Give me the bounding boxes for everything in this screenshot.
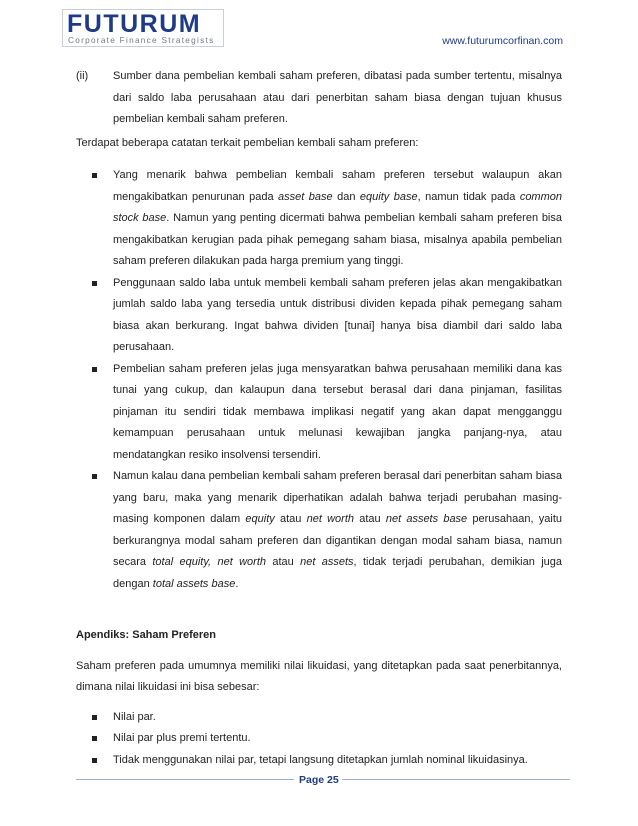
note-4-text: atau	[266, 556, 301, 568]
term-net-worth: net worth	[306, 513, 354, 525]
futurum-logo	[62, 9, 224, 47]
term-common-stock-base: common stock base	[113, 190, 562, 224]
note-4-text: atau	[354, 513, 386, 525]
bullet-square-icon	[92, 715, 97, 720]
term-asset-base: asset base	[278, 190, 333, 203]
list-item	[76, 707, 562, 729]
term-net-assets-base: net assets base	[385, 513, 468, 525]
page-body	[76, 66, 562, 771]
note-item-1	[76, 165, 562, 273]
list-item-text: Nilai par.	[113, 710, 156, 723]
appendix-paragraph: Saham preferen pada umumnya memiliki nilai likuidasi, yang ditetapkan pada saat penerbitannya, dimana nilai likuidasi ini bisa sebesar:	[76, 659, 562, 693]
note-item-3	[76, 359, 562, 467]
note-4-text: perusahaan, yaitu berkurangnya modal saham preferen dan digantikan dengan modal saham biasa, namun secara	[113, 513, 562, 568]
item-ii-text: Sumber dana pembelian kembali saham preferen, dibatasi pada sumber tertentu, misalnya dari saldo laba perusahaan atau dari penerbitan saham biasa dengan tujuan khusus pembelian kembali saham preferen.	[113, 70, 562, 125]
bullet-square-icon	[92, 367, 97, 372]
term-total-assets-base: total assets base	[152, 577, 236, 590]
note-3-text: Pembelian saham preferen jelas juga mensyaratkan bahwa perusahaan memiliki dana kas tunai yang cukup, dan kalaupun dana tersebut berasal dari dana pinjaman, fasilitas pinjaman itu sendiri tidak membawa implikasi negatif yang akan dapat mengganggu kemampuan perusahaan untuk melunasi kewajiban jangka panjang-nya, atau mendatangkan resiko insolvensi tersendiri.	[113, 362, 562, 461]
list-item-text: Tidak menggunakan nilai par, tetapi langsung ditetapkan jumlah nominal likuidasinya.	[113, 753, 528, 766]
note-4-text: , tidak terjadi perubahan, demikian juga dengan	[113, 556, 563, 590]
notes-intro: Terdapat beberapa catatan terkait pembelian kembali saham preferen:	[76, 136, 419, 149]
list-item	[76, 750, 562, 772]
item-ii-number: (ii)	[76, 70, 89, 82]
note-item-2	[76, 273, 562, 359]
footer-rule-left	[76, 779, 294, 780]
note-4-text: Namun kalau dana pembelian kembali saham preferen berasal dari penerbitan saham biasa yang baru, maka yang menarik diperhatikan adalah bahwa terjadi perubahan masing-masing komponen dalam	[113, 470, 562, 525]
term-net-assets: net assets	[300, 556, 354, 568]
term-total-equity-net-worth: total equity, net worth	[152, 556, 266, 568]
note-1-text: Yang menarik bahwa pembelian kembali saham preferen tersebut walaupun akan mengakibatkan penurunan pada	[113, 169, 562, 203]
term-equity: equity	[245, 513, 275, 525]
note-1-text: . Namun yang penting dicermati bahwa pembelian kembali saham preferen bisa mengakibatkan kerugian pada pihak pemegang saham biasa, misalnya apabila pembelian saham preferen dilakukan pada harga premium yang tinggi.	[113, 212, 562, 267]
appendix-title: Apendiks: Saham Preferen	[76, 629, 216, 641]
term-equity-base: equity base	[359, 190, 418, 203]
liquidation-value-list	[76, 707, 562, 772]
list-item-text: Nilai par plus premi tertentu.	[113, 732, 251, 744]
logo-tagline: Corporate Finance Strategists	[68, 36, 215, 45]
bullet-square-icon	[92, 281, 97, 286]
bullet-square-icon	[92, 758, 97, 763]
bullet-square-icon	[92, 474, 97, 479]
footer-rule-right	[342, 779, 570, 780]
note-1-text: dan	[332, 190, 360, 203]
list-item	[76, 728, 562, 750]
page-number: Page 25	[299, 774, 339, 786]
note-2-text: Penggunaan saldo laba untuk membeli kembali saham preferen jelas akan mengakibatkan jumlah saldo laba yang tersedia untuk distribusi dividen kepada pihak pemegang saham biasa akan berkurang. Ingat bahwa dividen [tunai] hanya bisa diambil dari saldo laba perusahaan.	[113, 276, 562, 353]
logo-wordmark: FUTURUM	[67, 10, 202, 38]
note-4-text: .	[235, 577, 239, 590]
note-4-text: atau	[274, 513, 307, 525]
bullet-square-icon	[92, 736, 97, 741]
header-url: www.futurumcorfinan.com	[442, 35, 563, 47]
note-1-text: , namun tidak pada	[417, 190, 520, 203]
notes-list	[76, 165, 562, 595]
note-item-4	[76, 466, 562, 595]
item-ii	[76, 66, 562, 131]
bullet-square-icon	[92, 173, 97, 178]
